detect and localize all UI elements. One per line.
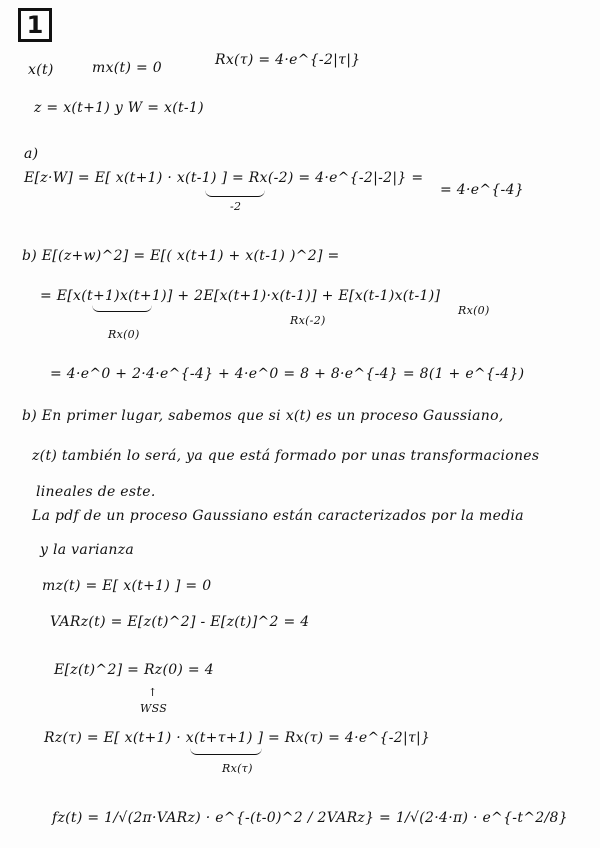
paragraph-line-2: z(t) también lo será, ya que está formado por unas transformaciones (32, 448, 540, 464)
section-a-equation: E[z·W] = E[ x(t+1) · x(t-1) ] = Rx(-2) = 4·e^{-2|-2|} = (24, 170, 424, 186)
mean-z-equation: mz(t) = E[ x(t+1) ] = 0 (42, 578, 212, 594)
section-b-equation-1: b) E[(z+w)^2] = E[( x(t+1) + x(t-1) )^2] = (22, 248, 340, 264)
line-xt: x(t) (28, 62, 54, 78)
second-moment-equation: E[z(t)^2] = Rz(0) = 4 (54, 662, 214, 678)
variance-z-equation: VARz(t) = E[z(t)^2] - E[z(t)]^2 = 4 (50, 614, 310, 630)
wss-label: WSS (140, 702, 168, 715)
page-number-box (18, 8, 52, 42)
autocorr-z-equation: Rz(τ) = E[ x(t+1) · x(t+τ+1) ] = Rx(τ) = 4·e^{-2|τ|} (44, 730, 431, 746)
paragraph-line-4: La pdf de un proceso Gaussiano están caracterizados por la media (32, 508, 524, 524)
underbrace-b1 (92, 305, 152, 312)
paragraph-line-1: b) En primer lugar, sabemos que si x(t) es un proceso Gaussiano, (22, 408, 504, 424)
paragraph-line-5: y la varianza (40, 542, 135, 558)
page-number: 1 (26, 11, 44, 39)
section-b-rxm2: Rx(-2) (290, 314, 326, 327)
line-mean: mx(t) = 0 (92, 60, 162, 76)
section-b-rx0-a: Rx(0) (108, 328, 140, 341)
line-autocorr: Rx(τ) = 4·e^{-2|τ|} (215, 52, 361, 68)
section-b-equation-3: = 4·e^0 + 2·4·e^{-4} + 4·e^0 = 8 + 8·e^{-4} = 8(1 + e^{-4}) (50, 366, 525, 382)
arrow-up-icon: ↑ (148, 686, 158, 699)
underbrace-a (205, 190, 265, 197)
section-b-equation-2: = E[x(t+1)x(t+1)] + 2E[x(t+1)·x(t-1)] + E[x(t-1)x(t-1)] (40, 288, 441, 304)
section-a-label: a) (24, 146, 39, 162)
section-a-under-label: -2 (230, 200, 242, 213)
autocorr-z-under-label: Rx(τ) (222, 762, 253, 775)
section-b-rx0-b: Rx(0) (458, 304, 490, 317)
section-a-result: = 4·e^{-4} (440, 182, 525, 198)
line-definitions: z = x(t+1) y W = x(t-1) (34, 100, 204, 116)
pdf-equation: fz(t) = 1/√(2π·VARz) · e^{-(t-0)^2 / 2VARz} = 1/√(2·4·π) · e^{-t^2/8} (52, 810, 568, 826)
paragraph-line-3: lineales de este. (36, 484, 156, 500)
underbrace-c (190, 748, 262, 755)
